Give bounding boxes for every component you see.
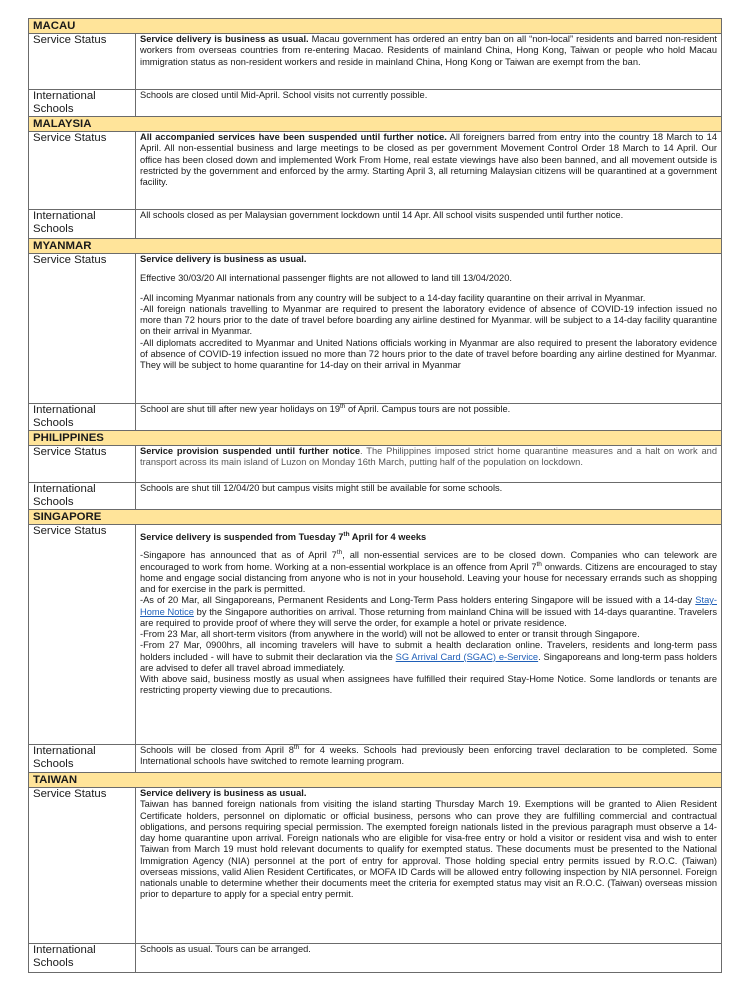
service-status-label: Service Status	[29, 525, 136, 745]
service-status-label: Service Status	[29, 254, 136, 404]
schools-text: Schools will be closed from April 8th for 4 weeks. Schools had previously been enforcing travel declaration to be completed. Some International schools have switched to remote learning program.	[136, 745, 722, 773]
service-status-label: Service Status	[29, 788, 136, 944]
schools-row	[29, 483, 722, 510]
schools-row	[29, 404, 722, 431]
status-paragraph: -From 27 Mar, 0900hrs, all incoming travelers will have to submit a health declaration online. Travelers, residents and long-term pass holders included - will have to submit their declaration via the SG Arrival Card (SGAC) e-Service. Singaporeans and long-term pass holders are advised to defer all travel abroad immediately.	[140, 640, 717, 673]
country-header-taiwan	[29, 773, 722, 788]
status-body: . The Philippines imposed strict home quarantine measures and a halt on work and transport across its main island of Luzon on Monday 16th March, putting half of the population on lockdown.	[140, 446, 717, 468]
country-header-macau	[29, 19, 722, 34]
schools-label: International Schools	[29, 483, 136, 510]
schools-text: Schools are shut till 12/04/20 but campus visits might still be available for some schools.	[136, 483, 722, 510]
schools-row	[29, 745, 722, 773]
service-status-row	[29, 132, 722, 210]
service-status-row	[29, 525, 722, 745]
country-name: PHILIPPINES	[29, 431, 722, 446]
schools-label: International Schools	[29, 210, 136, 239]
status-paragraph: -All diplomats accredited to Myanmar and United Nations officials working in Myanmar are also required to present the laboratory evidence of absence of COVID-19 infection issued no more than 72 hours prior to the date of travel before boarding any airline destined for Myanmar. They will be subject to home quarantine for 14-day on their arrival in Myanmar	[140, 337, 717, 370]
status-paragraph: -Singapore has announced that as of April 7th, all non-essential services are to be closed down. Companies who can telework are encouraged to work from home. Working at a non-essential workplace is an offence from April 7th onwards. Citizens are encouraged to stay home and engage social distancing from anyone who is not in your household. Leaving your house for necessary errands such as shopping and for exercise in the park is permitted.	[140, 549, 718, 594]
service-status-text	[136, 788, 722, 944]
status-paragraph: -From 23 Mar, all short-term visitors (from anywhere in the world) will not be allowed to enter or transit through Singapore.	[140, 629, 640, 639]
country-name: MALAYSIA	[29, 117, 722, 132]
country-header-singapore	[29, 510, 722, 525]
service-status-text	[136, 34, 722, 90]
service-status-label: Service Status	[29, 34, 136, 90]
schools-label: International Schools	[29, 944, 136, 973]
country-header-philippines	[29, 431, 722, 446]
service-status-text	[136, 254, 722, 404]
service-status-label: Service Status	[29, 446, 136, 483]
country-name: MACAU	[29, 19, 722, 34]
status-paragraph: -As of 20 Mar, all Singaporeans, Permanent Residents and Long-Term Pass holders entering Singapore will be issued with a 14-day Stay-Home Notice by the Singapore authorities on arrival. Those returning from mainland China will be issued with 14-days quarantine. Travelers are required to provide proof of where they will serve the order, for example a hotel or private residence.	[140, 595, 718, 628]
status-lead: Service delivery is business as usual.	[140, 34, 309, 44]
country-header-malaysia	[29, 117, 722, 132]
country-status-table	[28, 18, 722, 973]
status-paragraph: With above said, business mostly as usual when assignees have fulfilled their required Stay-Home Notice. Some landlords or tenants are restricting property viewing due to precautions.	[140, 674, 717, 696]
schools-row	[29, 210, 722, 239]
service-status-text	[136, 446, 722, 483]
schools-row	[29, 90, 722, 117]
country-name: MYANMAR	[29, 239, 722, 254]
stay-home-notice-link[interactable]: Stay-Home Notice	[140, 595, 717, 617]
schools-text: School are shut till after new year holidays on 19th of April. Campus tours are not possible.	[136, 404, 722, 431]
service-status-row	[29, 254, 722, 404]
schools-label: International Schools	[29, 90, 136, 117]
service-status-row	[29, 446, 722, 483]
status-lead: Service delivery is business as usual.	[140, 788, 307, 798]
sg-arrival-card-link[interactable]: SG Arrival Card (SGAC) e-Service	[395, 651, 539, 662]
country-name: SINGAPORE	[29, 510, 722, 525]
status-paragraph: -All incoming Myanmar nationals from any country will be subject to a 14-day facility quarantine on their arrival in Myanmar.	[140, 292, 646, 303]
country-header-myanmar	[29, 239, 722, 254]
service-status-label: Service Status	[29, 132, 136, 210]
status-lead: Service delivery is suspended from Tuesday 7th April for 4 weeks	[140, 530, 427, 542]
status-lead: Service delivery is business as usual.	[140, 254, 307, 264]
service-status-text	[136, 525, 722, 745]
status-lead: All accompanied services have been suspended until further notice.	[140, 132, 447, 142]
service-status-text	[136, 132, 722, 210]
service-status-row	[29, 788, 722, 944]
status-body: Macau government has ordered an entry ban on all “non-local” residents and barred non-resident workers from overseas countries from re-entering Macao. Residents of mainland China, Hong Kong, Taiwan or people who hold Macau immigration status as non-resident workers and reside in mainland China, Hong Kong or Taiwan are exempt from the ban.	[140, 34, 717, 67]
service-status-row	[29, 34, 722, 90]
status-paragraph: Effective 30/03/20 All international passenger flights are not allowed to land till 13/04/2020.	[140, 273, 512, 284]
country-name: TAIWAN	[29, 773, 722, 788]
schools-label: International Schools	[29, 745, 136, 773]
status-paragraph: Taiwan has banned foreign nationals from visiting the island starting Thursday March 19. Exemptions will be granted to Alien Resident Certificate holders, personnel on diplomatic or official business, persons who can prove they are fulfilling commercial and contractual obligations, and persons requiring special permission. The exempted foreign nationals listed in the previous paragraph must observe a 14-day home quarantine upon arrival. Foreign nationals who are eligible for visa-free entry or hold a visitor or resident visa and wish to enter Taiwan from March 19 must hold relevant documents to qualify for exempted status. These documents must be presented to the National Immigration Agency (NIA) personnel at the port of entry for approval. Those holding special entry permits issued by R.O.C. (Taiwan) overseas missions, valid Alien Resident Certificates, or MOFA ID Cards will be allowed entry following inspection by NIA personnel. Foreign nationals unable to determine whether their documents meet the criteria for exempted status may visit an R.O.C. (Taiwan) overseas mission prior to departure to apply for a special entry permit.	[140, 799, 717, 900]
schools-row	[29, 944, 722, 973]
schools-text: All schools closed as per Malaysian government lockdown until 14 Apr. All school visits suspended until further notice.	[136, 210, 722, 239]
schools-text: Schools are closed until Mid-April. School visits not currently possible.	[136, 90, 722, 117]
status-body: All foreigners barred from entry into the country 18 March to 14 April. All non-essential business and large meetings to be closed as per government Movement Control Order 18 March to 14 April. Our office has been closed down and implemented Work From Home, real estate viewings have also been banned, and all movement outside is restricted by the government and enforced by the army. Starting April 3, all returning Malaysian citizens will be quarantined at a government facility.	[140, 132, 717, 187]
status-lead: Service provision suspended until further notice	[140, 446, 361, 456]
status-paragraph: -All foreign nationals travelling to Myanmar are required to present the laboratory evidence of absence of COVID-19 infection issued no more than 72 hours prior to the date of travel before boarding any airline destined for Myanmar. will be subject to a 14-day facility quarantine on their arrival in Myanmar.	[140, 303, 717, 337]
schools-label: International Schools	[29, 404, 136, 431]
schools-text: Schools as usual. Tours can be arranged.	[136, 944, 722, 973]
